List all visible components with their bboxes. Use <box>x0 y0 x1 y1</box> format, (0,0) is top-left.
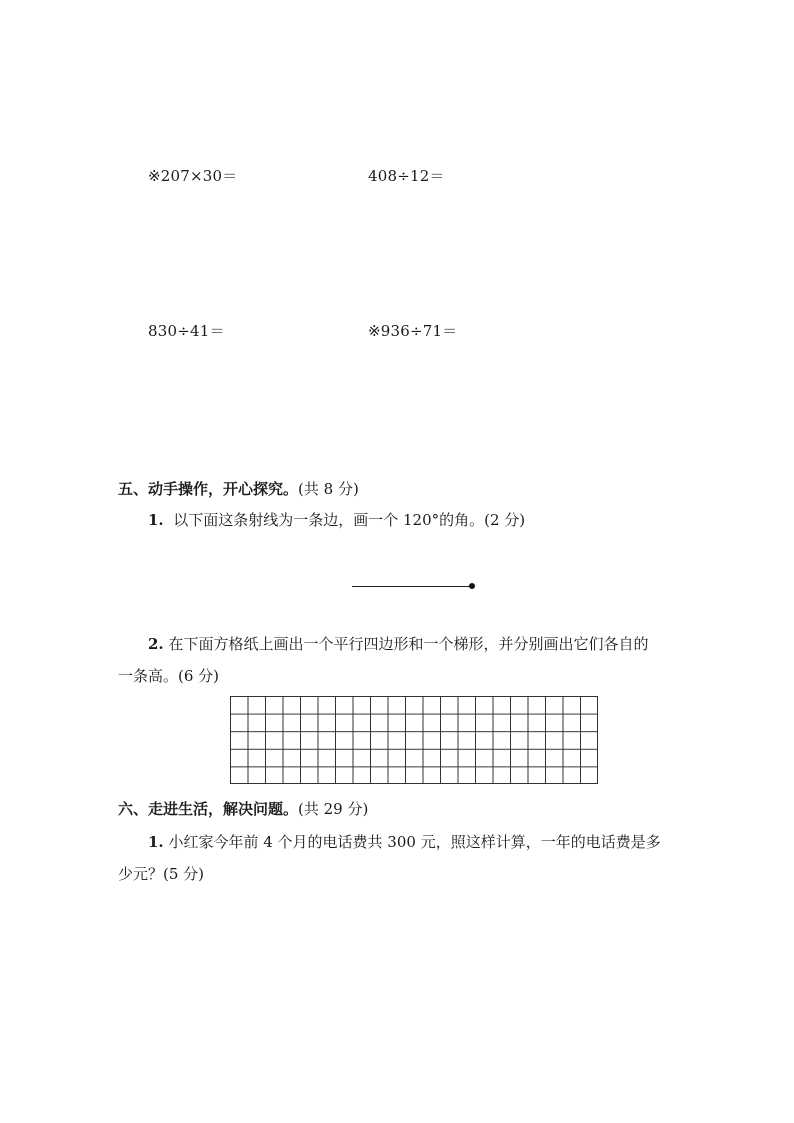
section-5-title: 五、动手操作，开心探究。 <box>118 480 299 498</box>
question-text-line-1: 在下面方格纸上画出一个平行四边形和一个梯形，并分别画出它们各自的 <box>168 635 649 653</box>
ray-endpoint <box>469 583 475 589</box>
question-number: 1. <box>148 511 164 529</box>
question-text-line-1: 小红家今年前 4 个月的电话费共 300 元，照这样计算，一年的电话费是多 <box>168 833 661 851</box>
ray-line <box>352 586 470 587</box>
calc-problem-3: 830÷41＝ <box>148 322 225 340</box>
calc-problem-2: 408÷12＝ <box>368 167 445 185</box>
question-number: 1. <box>148 833 164 851</box>
question-text: 以下面这条射线为一条边，画一个 120°的角。(2 分) <box>173 511 526 529</box>
section-6-question-1-line-2: 少元？(5 分) <box>118 865 205 883</box>
question-number: 2. <box>148 635 164 653</box>
grid-paper[interactable] <box>230 696 598 784</box>
section-6-score: (共 29 分) <box>298 800 369 818</box>
section-5-heading <box>118 478 359 499</box>
section-6-title: 六、走进生活，解决问题。 <box>118 800 299 818</box>
section-6-heading <box>118 798 368 819</box>
calc-problem-4: ※936÷71＝ <box>368 322 458 340</box>
section-5-question-1 <box>148 509 525 530</box>
section-6-question-1 <box>148 831 661 852</box>
section-5-question-2-line-2: 一条高。(6 分) <box>118 667 220 685</box>
calc-problem-1: ※207×30＝ <box>148 167 238 185</box>
section-5-question-2 <box>148 633 648 654</box>
section-5-score: (共 8 分) <box>298 480 359 498</box>
